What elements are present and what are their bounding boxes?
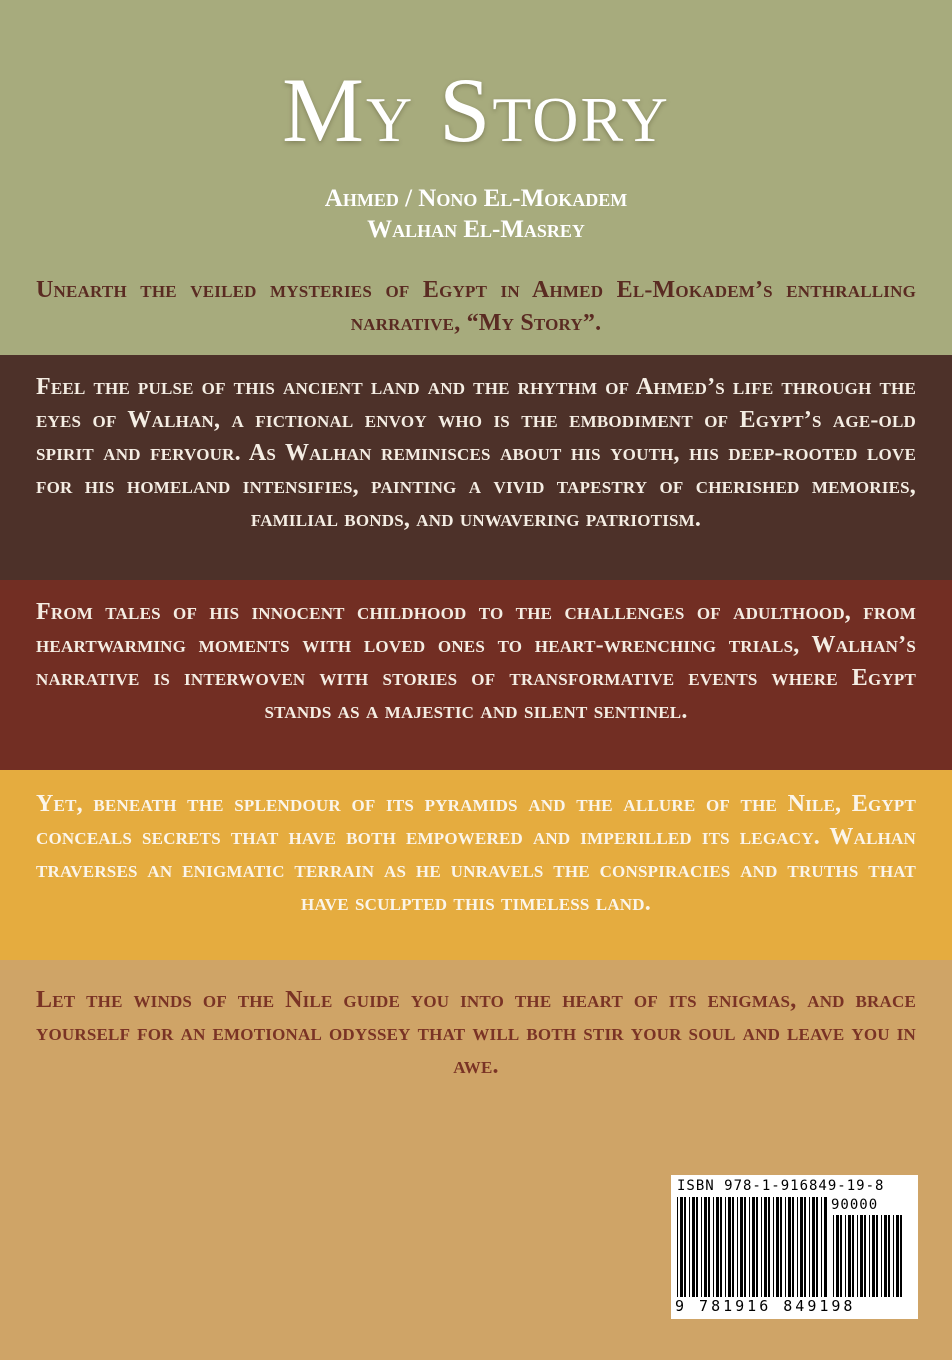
barcode-bar bbox=[764, 1197, 767, 1297]
barcode-bar bbox=[800, 1197, 803, 1297]
barcode-bar bbox=[833, 1215, 834, 1297]
barcode-bar bbox=[860, 1215, 863, 1297]
barcode-bar bbox=[720, 1197, 722, 1297]
barcode-bar bbox=[888, 1215, 890, 1297]
addon-number: 90000 bbox=[831, 1197, 879, 1213]
barcode-bar bbox=[864, 1215, 866, 1297]
barcode-bar bbox=[692, 1197, 695, 1297]
barcode-bar bbox=[744, 1197, 746, 1297]
barcode-bar bbox=[708, 1197, 710, 1297]
barcode-bar bbox=[740, 1197, 743, 1297]
blurb-paragraph-1: Feel the pulse of this ancient land and the rhythm of Ahmed’s life through the eyes of Walhan, a fictional envoy who is the embodiment of Egypt’s age-old spirit and fervour. As Walhan reminisces about his youth, his deep-rooted love for his homeland intensifies, painting a vivid tapestry of cherished memories, familial bonds, and unwavering patriotism. bbox=[36, 374, 916, 532]
barcode-bar bbox=[776, 1197, 779, 1297]
barcode-bar bbox=[824, 1197, 827, 1297]
barcode-bar bbox=[704, 1197, 707, 1297]
barcode-bar bbox=[677, 1197, 678, 1297]
barcode-bar bbox=[845, 1215, 846, 1297]
book-title: My Story bbox=[282, 59, 670, 161]
blurb-paragraph-2: From tales of his innocent childhood to the challenges of adulthood, from heartwarming moments with loved ones to heart-wrenching trials, Walhan’s narrative is interwoven with stories of transformative events where Egypt stands as a majestic and silent sentinel. bbox=[36, 599, 916, 724]
barcode-bar bbox=[761, 1197, 762, 1297]
author-line-primary: Ahmed / Nono El-Mokadem bbox=[324, 185, 628, 212]
barcode-bar bbox=[809, 1197, 810, 1297]
ean-number: 9 781916 849198 bbox=[675, 1297, 856, 1315]
barcode-bar bbox=[713, 1197, 714, 1297]
barcode-bar bbox=[900, 1215, 902, 1297]
barcode-bar bbox=[848, 1215, 851, 1297]
barcode-bar bbox=[749, 1197, 750, 1297]
barcode-bar bbox=[689, 1197, 690, 1297]
barcode-bar bbox=[728, 1197, 731, 1297]
barcode-bar bbox=[792, 1197, 794, 1297]
barcode-bar bbox=[896, 1215, 899, 1297]
barcode-bar bbox=[869, 1215, 870, 1297]
barcode-bar bbox=[752, 1197, 755, 1297]
barcode-bar bbox=[797, 1197, 798, 1297]
addon-barcode-bars bbox=[833, 1215, 907, 1297]
barcode-bar bbox=[836, 1215, 839, 1297]
barcode-bar bbox=[816, 1197, 818, 1297]
intro-blurb: Unearth the veiled mysteries of Egypt in Ahmed El-Mokadem’s enthralling narrative, “My Story”. bbox=[36, 277, 916, 336]
barcode-bar bbox=[696, 1197, 698, 1297]
barcode-bar bbox=[852, 1215, 854, 1297]
barcode-bar bbox=[737, 1197, 738, 1297]
barcode-bar bbox=[876, 1215, 878, 1297]
isbn-label: ISBN 978-1-916849-19-8 bbox=[677, 1178, 885, 1194]
barcode-bar bbox=[725, 1197, 726, 1297]
barcode-bar bbox=[756, 1197, 758, 1297]
barcode-bar bbox=[785, 1197, 786, 1297]
ean-barcode-bars bbox=[677, 1197, 829, 1297]
barcode-bar bbox=[684, 1197, 686, 1297]
barcode-bar bbox=[788, 1197, 791, 1297]
barcode-bar bbox=[804, 1197, 806, 1297]
isbn-barcode bbox=[671, 1175, 918, 1319]
barcode-bar bbox=[840, 1215, 842, 1297]
barcode-bar bbox=[680, 1197, 683, 1297]
barcode-bar bbox=[716, 1197, 719, 1297]
barcode-bar bbox=[773, 1197, 774, 1297]
blurb-paragraph-3: Yet, beneath the splendour of its pyramids and the allure of the Nile, Egypt conceals secrets that have both empowered and imperilled its legacy. Walhan traverses an enigmatic terrain as he unravels the conspiracies and truths that have sculpted this timeless land. bbox=[36, 791, 916, 916]
author-line-secondary: Walhan El-Masrey bbox=[367, 216, 585, 243]
barcode-bar bbox=[893, 1215, 894, 1297]
author-credits bbox=[0, 183, 952, 245]
barcode-bar bbox=[884, 1215, 887, 1297]
barcode-bar bbox=[768, 1197, 770, 1297]
blurb-paragraph-4: Let the winds of the Nile guide you into the heart of its enigmas, and brace yourself for an emotional odyssey that will both stir your soul and leave you in awe. bbox=[36, 987, 916, 1079]
barcode-bar bbox=[701, 1197, 702, 1297]
barcode-bar bbox=[857, 1215, 858, 1297]
barcode-bar bbox=[732, 1197, 734, 1297]
barcode-bar bbox=[812, 1197, 815, 1297]
barcode-bar bbox=[872, 1215, 875, 1297]
barcode-bar bbox=[821, 1197, 822, 1297]
barcode-bar bbox=[780, 1197, 782, 1297]
barcode-bar bbox=[881, 1215, 882, 1297]
